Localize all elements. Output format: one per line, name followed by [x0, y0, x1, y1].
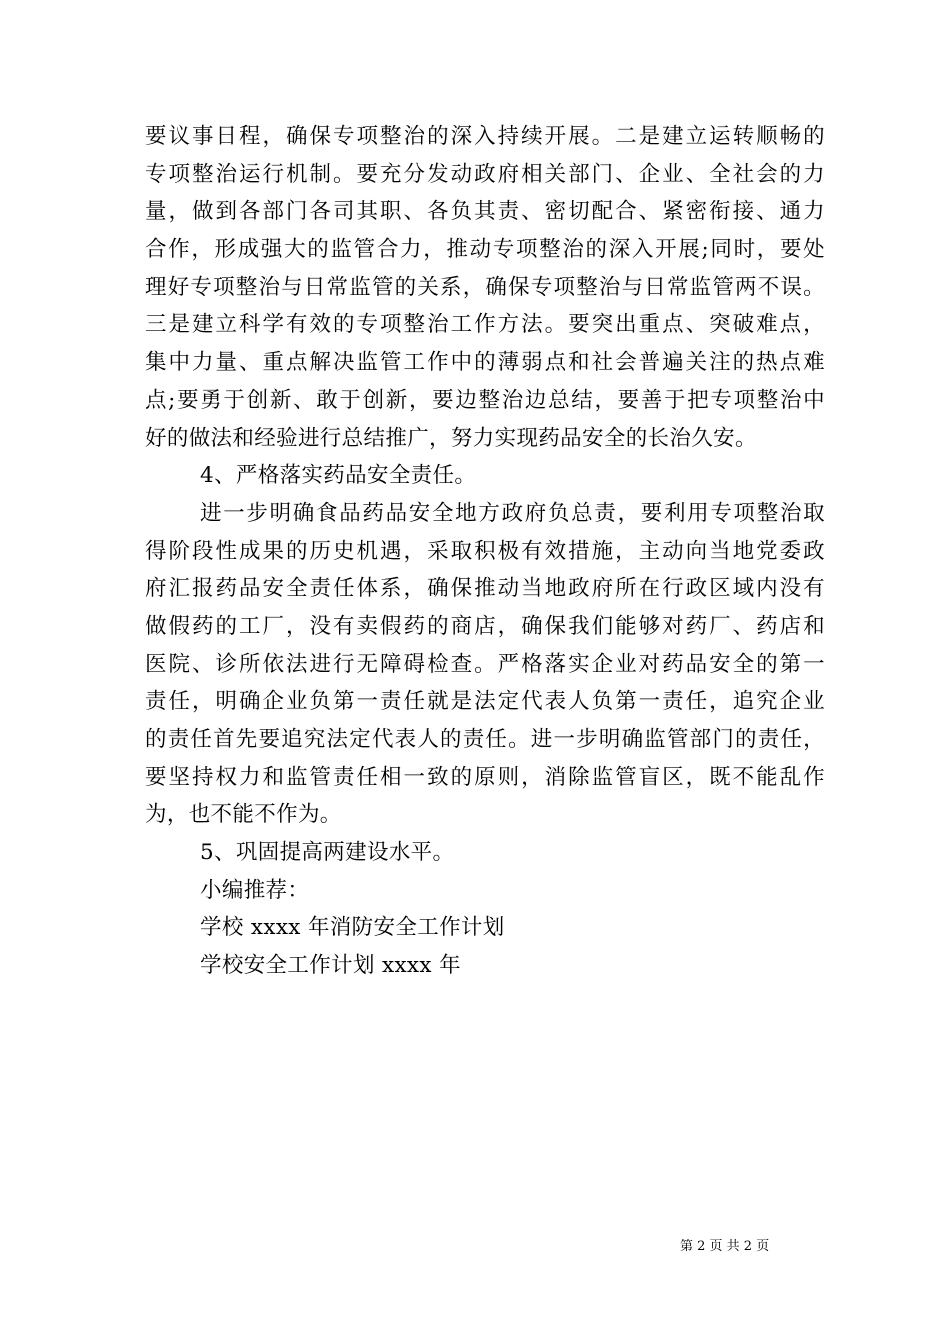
body-line: 量，做到各部门各司其职、各负其责、密切配合、紧密衔接、通力 — [145, 199, 825, 225]
body-line: 医院、诊所依法进行无障碍检查。严格落实企业对药品安全的第一 — [145, 651, 825, 677]
document-body — [145, 118, 825, 985]
body-line: 府汇报药品安全责任体系，确保推动当地政府所在行政区域内没有 — [145, 576, 825, 602]
body-line: 好的做法和经验进行总结推广，努力实现药品安全的长治久安。 — [145, 425, 757, 451]
body-line: 进一步明确食品药品安全地方政府负总责，要利用专项整治取 — [200, 500, 825, 526]
section-heading: 4、严格落实药品安全责任。 — [200, 463, 477, 489]
body-line: 理好专项整治与日常监管的关系，确保专项整治与日常监管两不误。 — [145, 274, 825, 300]
body-line: 为，也不能不作为。 — [145, 802, 342, 828]
body-line: 专项整治运行机制。要充分发动政府相关部门、企业、全社会的力 — [145, 161, 825, 187]
section-heading: 5、巩固提高两建设水平。 — [200, 840, 455, 866]
body-line: 合作，形成强大的监管合力，推动专项整治的深入开展;同时，要处 — [145, 237, 825, 263]
body-line: 集中力量、重点解决监管工作中的薄弱点和社会普遍关注的热点难 — [145, 350, 825, 376]
recommend-link[interactable]: 学校 xxxx 年消防安全工作计划 — [200, 915, 505, 941]
body-line: 要议事日程，确保专项整治的深入持续开展。二是建立运转顺畅的 — [145, 124, 825, 149]
page-number: 第 2 页 共 2 页 — [680, 1239, 770, 1254]
body-line: 的责任首先要追究法定代表人的责任。进一步明确监管部门的责任， — [145, 727, 825, 752]
recommend-heading: 小编推荐： — [200, 877, 310, 903]
body-line: 做假药的工厂，没有卖假药的商店，确保我们能够对药厂、药店和 — [145, 613, 825, 639]
recommend-link[interactable]: 学校安全工作计划 xxxx 年 — [200, 953, 461, 979]
body-line: 点;要勇于创新、敢于创新，要边整治边总结，要善于把专项整治中 — [145, 387, 825, 413]
body-line: 得阶段性成果的历史机遇，采取积极有效措施，主动向当地党委政 — [145, 538, 825, 564]
body-line: 三是建立科学有效的专项整治工作方法。要突出重点、突破难点， — [145, 312, 825, 338]
body-line: 责任，明确企业负第一责任就是法定代表人负第一责任，追究企业 — [145, 689, 825, 715]
body-line: 要坚持权力和监管责任相一致的原则，消除监管盲区，既不能乱作 — [145, 764, 825, 790]
